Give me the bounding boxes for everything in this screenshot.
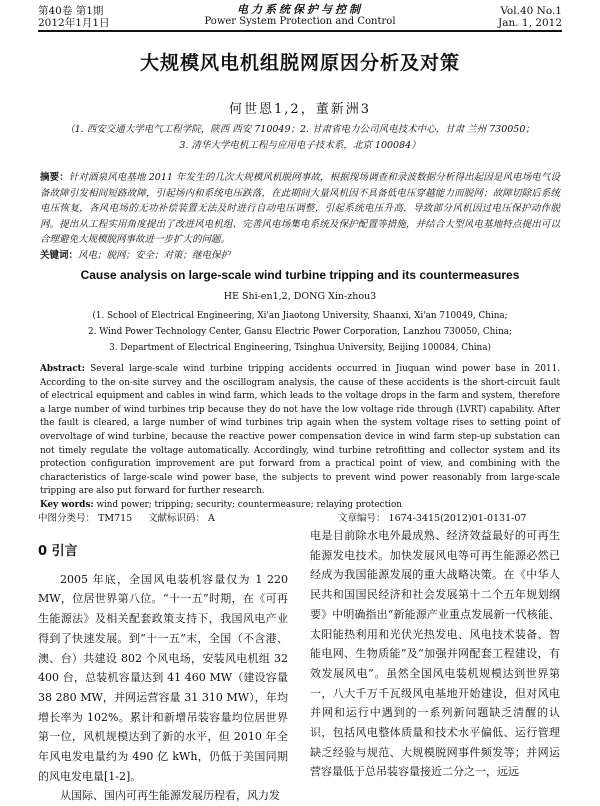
vol-issue-en: Vol.40 No.1 <box>500 5 562 17</box>
affiliation-line: 3. 清华大学电机工程与应用电子技术系，北京 100084） <box>179 140 421 151</box>
journal-name-zh: 电力系统保护与控制 <box>237 3 363 16</box>
header-center <box>150 3 450 28</box>
abstract-label-en: Abstract: <box>40 364 85 374</box>
journal-name-en: Power System Protection and Control <box>204 16 396 27</box>
affiliation-line: (1. School of Electrical Engineering, Xi'an Jiaotong University, Shaanxi, Xi'an 710049, China; <box>92 311 508 321</box>
vol-issue-zh: 第40卷 第1期 <box>38 5 104 17</box>
body-paragraph: 电是目前除水电外最成熟、经济效益最好的可再生能源发电技术。加快发展风电等可再生能源必然已经成为我国能源发展的重大战略决策。在《中华人民共和国国民经济和社会发展第十二个五年规划纲要》中明确指出“新能源产业重点发展新一代核能、太阳能热利用和光伏光热发电、风电技术装备、智能电网、生物质能”及“加强并网配套工程建设，有效发展风电”。虽然全国风电装机规模达到世界第一，八大千万千瓦级风电基地开始建设，但对风电并网和运行中遇到的一系列新问题缺乏清醒的认识，包括风电整体质量和技术水平偏低、运行管理缺乏经验与规范、大规模脱网事件频发等；并网运营容量低于总吊装容量接近二分之一，远远 <box>310 529 560 779</box>
date-zh: 2012年1月1日 <box>38 17 110 29</box>
affiliation-line: 3. Department of Electrical Engineering, Tsinghua University, Beijing 100084, China) <box>109 343 491 353</box>
abstract-text-en: Several large-scale wind turbine tripping accidents occurred in Jiuquan wind power base in 2011. According to the on-site survey and the oscillogram analysis, the cause of these accidents is the short-circuit fault of electrical equipment and cables in wind farm, which leads to the voltage drops in the farm and system, therefore a large number of wind turbines trip because they do not have the low voltage ride through (LVRT) capability. After the fault is cleared, a large number of wind turbines trip again when the system voltage rises to setting point of overvoltage of wind turbine, because the reactive power compensation device in wind farm step-up substation can not timely regulate the voltage automatically. Accordingly, wind turbine retrofitting and collector system and its protection configuration improvement are put forward from a practical point of view, and combining with the characteristics of large-scale wind power base, the subjects to prevent wind power reasonably from large-scale tripping are also put forward for further research. <box>40 364 560 497</box>
body-column-right <box>310 526 560 782</box>
authors-en: HE Shi-en1,2, DONG Xin-zhou3 <box>223 291 377 302</box>
keywords-text-zh: 风电；脱网；安全；对策；继电保护 <box>78 249 231 261</box>
keywords-label-en: Key words: <box>40 499 94 510</box>
page-header <box>0 0 600 34</box>
affiliation-line: 2. Wind Power Technology Center, Gansu Electric Power Corporation, Lanzhou 730050, China; <box>88 327 512 337</box>
header-rule <box>38 30 562 32</box>
affiliation-line: （1. 西安交通大学电气工程学院，陕西 西安 710049；2. 甘肃省电力公司风电技术中心，甘肃 兰州 730050； <box>65 124 535 135</box>
clc-number: 中图分类号： TM715 <box>38 513 133 524</box>
article-number: 文章编号： 1674-3415(2012)01-0131-07 <box>338 513 527 524</box>
abstract-text-zh: 针对酒泉风电基地 2011 年发生的几次大规模风机脱网事故，根据现场调查和录波数据分析得出起因是风电场电气设备故障引发相间短路故障，引起场内和系统电压跌落，在此期间大量风机因不具备低电压穿越能力而脱网；故障切除后系统电压恢复，各风电场的无功补偿装置无法及时进行自动电压调整，引起系统电压升高，导致部分风机因过电压保护动作脱网。提出从工程实用角度提出了改进风电机组、完善风电场集电系统及保护配置等措施，并结合大型风电基地特点提出可以合理避免大规模脱网事故进一步扩大的问题。 <box>40 172 560 245</box>
header-left <box>38 5 110 29</box>
keywords-label-zh: 关键词： <box>40 249 79 261</box>
document-code: 文献标识码： A <box>148 513 215 524</box>
header-right <box>498 5 562 29</box>
body-column-left <box>38 532 288 806</box>
date-en: Jan. 1, 2012 <box>498 17 562 29</box>
affiliations-en <box>80 308 520 356</box>
abstract-label-zh: 摘要： <box>40 172 69 183</box>
abstract-zh <box>40 170 560 263</box>
body-paragraph: 2005 年底，全国风电装机容量仅为 1 220 MW，位居世界第八位。“十一五”时期，在《可再生能源法》及相关配套政策支持下，我国风电产业得到了快速发展。到“十一五”末，全国（不含港、澳、台）共建设 802 个风电场，安装风电机组 32 400 台，总装机容量达到 41 460 MW（建设容量 38 280 MW，并网运营容量 31 310 MW），年均增长率为 102%。累计和新增吊装容量均位居世界第一位，风机规模达到了新的水平，但 2010 年全年风电发电量约为 490 亿 kWh，仍低于美国同期的风电发电量[1-2]。 <box>38 572 288 783</box>
section-heading: 0 引言 <box>38 544 78 559</box>
body-paragraph: 从国际、国内可再生能源发展历程看，风力发 <box>60 789 280 803</box>
authors-zh: 何世恩1,2，董新洲3 <box>229 102 371 117</box>
paper-title-zh: 大规模风电机组脱网原因分析及对策 <box>139 52 460 74</box>
abstract-en <box>40 363 560 513</box>
keywords-text-en: wind power; tripping; security; countermeasure; relaying protection <box>96 499 402 510</box>
affiliations-zh <box>60 122 540 154</box>
paper-title-en: Cause analysis on large-scale wind turbine tripping and its countermeasures <box>80 268 520 282</box>
